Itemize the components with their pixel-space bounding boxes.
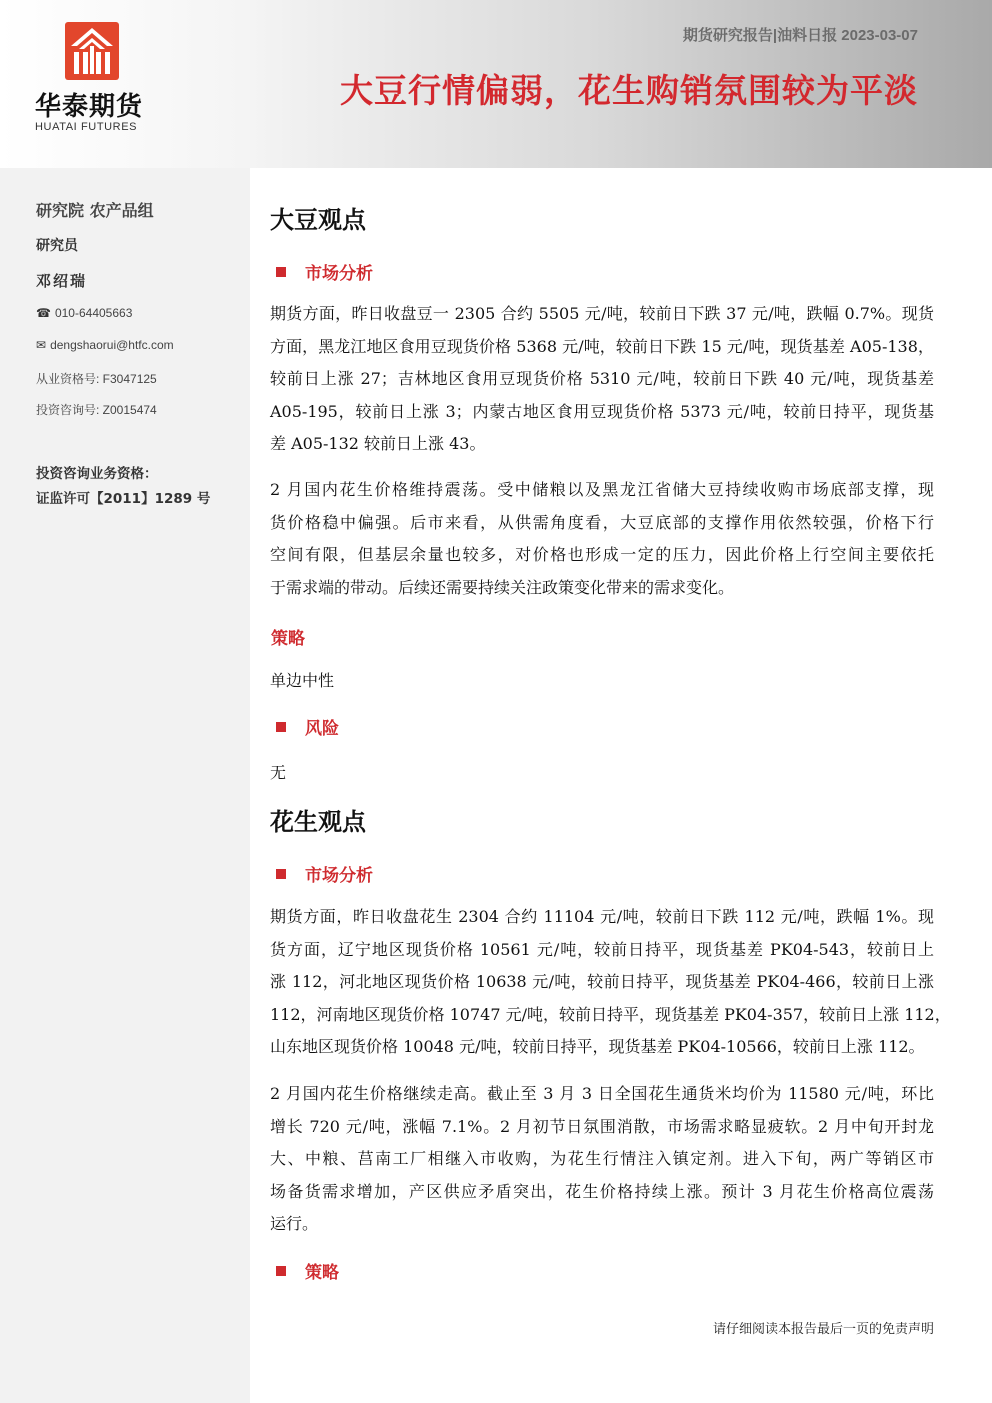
peanut-strategy-heading bbox=[276, 1258, 339, 1283]
report-header bbox=[0, 0, 992, 168]
bullet-square-icon bbox=[276, 722, 286, 732]
qualification-label: 投资咨询业务资格： bbox=[36, 466, 158, 482]
peanut-market-heading bbox=[276, 861, 373, 886]
soy-market-label: 市场分析 bbox=[305, 264, 373, 284]
license-number: 从业资格号: F3047125 bbox=[36, 372, 157, 386]
bullet-square-icon bbox=[276, 1266, 286, 1276]
paragraph-line: 2 月国内花生价格维持震荡。受中储粮以及黑龙江省储大豆持续收购市场底部支撑，现 bbox=[270, 480, 934, 499]
paragraph-line: 较前日上涨 27；吉林地区食用豆现货价格 5310 元/吨，较前日下跌 40 元/吨，现货基差 bbox=[270, 369, 934, 389]
paragraph-line: 差 A05-132 较前日上涨 43。 bbox=[270, 434, 486, 454]
peanut-market-label: 市场分析 bbox=[305, 866, 373, 886]
paragraph-line: 112，河南地区现货价格 10747 元/吨，较前日持平，现货基差 PK04-357，较前日上涨 112， bbox=[270, 1004, 951, 1024]
phone-icon: ☎ bbox=[36, 306, 51, 320]
logo-english-name: HUATAI FUTURES bbox=[35, 121, 138, 133]
soy-strategy-heading: 策略 bbox=[271, 629, 305, 649]
sidebar bbox=[0, 168, 250, 1403]
consult-number: 投资咨询号: Z0015474 bbox=[36, 403, 157, 417]
qualification-value: 证监许可【2011】1289 号 bbox=[36, 491, 211, 507]
soy-section-title: 大豆观点 bbox=[270, 206, 366, 234]
disclaimer-note: 请仔细阅读本报告最后一页的免责声明 bbox=[712, 1322, 934, 1337]
peanut-market-paragraph bbox=[270, 901, 951, 1064]
paragraph-line: 山东地区现货价格 10048 元/吨，较前日持平，现货基差 PK04-10566，较前日上涨 112。 bbox=[270, 1037, 925, 1057]
peanut-outlook-paragraph bbox=[270, 1078, 934, 1241]
report-meta: 期货研究报告|油料日报 2023-03-07 bbox=[682, 27, 918, 44]
paragraph-line: 场备货需求增加，产区供应矛盾突出，花生价格持续上涨。预计 3 月花生价格高位震荡 bbox=[270, 1181, 934, 1201]
soy-strategy-text: 单边中性 bbox=[270, 671, 335, 690]
paragraph-line: 期货方面，昨日收盘豆一 2305 合约 5505 元/吨，较前日下跌 37 元/吨，跌幅 0.7%。现货 bbox=[270, 304, 934, 323]
paragraph-line: 方面，黑龙江地区食用豆现货价格 5368 元/吨，较前日下跌 15 元/吨，现货基差 A05-138， bbox=[270, 336, 934, 356]
paragraph-line: A05-195，较前日上涨 3；内蒙古地区食用豆现货价格 5373 元/吨，较前日持平，现货基 bbox=[270, 401, 934, 421]
envelope-icon: ✉ bbox=[36, 338, 47, 352]
huatai-logo-icon bbox=[65, 22, 119, 80]
paragraph-line: 空间有限，但基层余量也较多，对价格也形成一定的压力，因此价格上行空间主要依托 bbox=[270, 545, 934, 565]
email-line bbox=[36, 338, 174, 352]
report-title: 大豆行情偏弱，花生购销氛围较为平淡 bbox=[340, 71, 918, 110]
paragraph-line: 期货方面，昨日收盘花生 2304 合约 11104 元/吨，较前日下跌 112 元/吨，跌幅 1%。现 bbox=[270, 907, 934, 926]
phone-line bbox=[36, 306, 132, 320]
analyst-role: 研究员 bbox=[36, 238, 78, 254]
paragraph-line: 涨 112，河北地区现货价格 10638 元/吨，较前日持平，现货基差 PK04-466，较前日上涨 bbox=[270, 972, 934, 992]
paragraph-line: 货价格稳中偏强。后市来看，从供需角度看，大豆底部的支撑作用依然较强，价格下行 bbox=[270, 512, 934, 532]
logo-chinese-name: 华泰期货 bbox=[35, 92, 144, 122]
paragraph-line: 大、中粮、莒南工厂相继入市收购，为花生行情注入镇定剂。进入下旬，两广等销区市 bbox=[270, 1149, 934, 1169]
paragraph-line: 运行。 bbox=[270, 1214, 319, 1234]
company-logo bbox=[35, 22, 155, 142]
soy-risk-label: 风险 bbox=[305, 719, 339, 739]
analyst-name: 邓绍瑞 bbox=[36, 272, 88, 290]
peanut-section-title: 花生观点 bbox=[270, 808, 366, 836]
bullet-square-icon bbox=[276, 869, 286, 879]
paragraph-line: 于需求端的带动。后续还需要持续关注政策变化带来的需求变化。 bbox=[270, 577, 735, 597]
research-group: 研究院 农产品组 bbox=[36, 201, 154, 220]
phone-number: 010-64405663 bbox=[54, 306, 133, 320]
paragraph-line: 货方面，辽宁地区现货价格 10561 元/吨，较前日持平，现货基差 PK04-543，较前日上 bbox=[270, 939, 934, 959]
soy-market-paragraph bbox=[270, 298, 934, 461]
paragraph-line: 增长 720 元/吨，涨幅 7.1%。2 月初节日氛围消散，市场需求略显疲软。2 月中旬开封龙 bbox=[270, 1116, 934, 1136]
soy-outlook-paragraph bbox=[270, 474, 934, 604]
soy-risk-heading bbox=[276, 714, 339, 739]
peanut-strategy-label: 策略 bbox=[305, 1263, 339, 1283]
soy-risk-text: 无 bbox=[270, 763, 287, 782]
email-address: dengshaorui@htfc.com bbox=[50, 338, 174, 352]
bullet-square-icon bbox=[276, 267, 286, 277]
paragraph-line: 2 月国内花生价格继续走高。截止至 3 月 3 日全国花生通货米均价为 11580 元/吨，环比 bbox=[270, 1084, 934, 1103]
soy-market-heading bbox=[276, 259, 373, 284]
